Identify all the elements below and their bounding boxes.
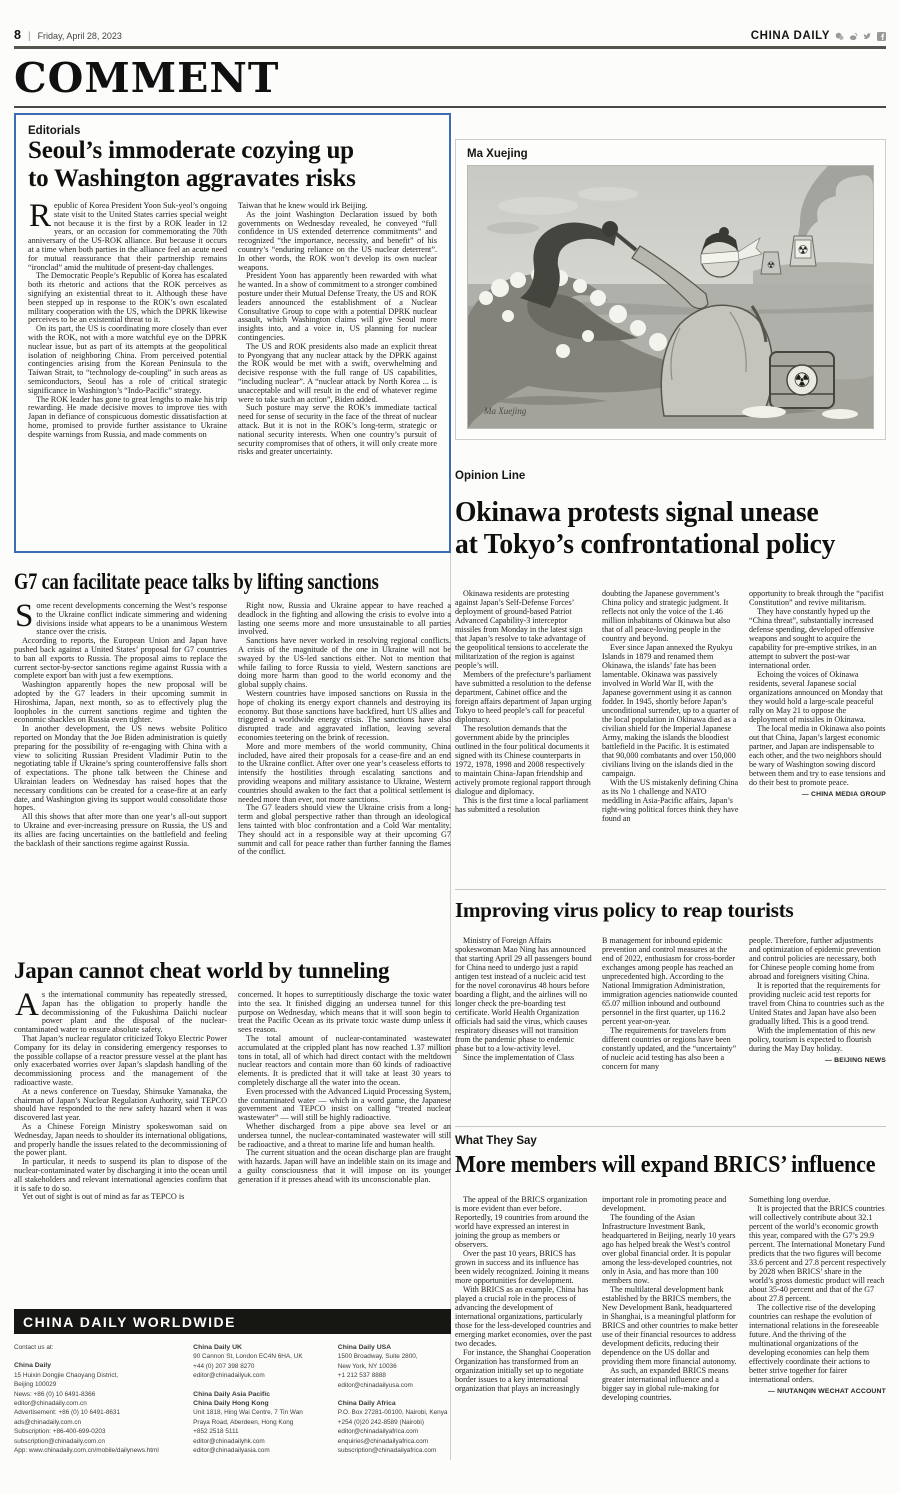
section-rule (455, 889, 886, 890)
header-rule (14, 46, 886, 49)
article-column-2 (602, 589, 739, 877)
office-block (338, 1343, 451, 1390)
article-body (14, 602, 451, 938)
weibo-icon (849, 32, 858, 41)
paragraphs: Taiwan that he knew would irk Beijing. As the joint Washington Declaration issued by both governments on Wednesday revealed, he conveyed “full confidence in US extended deterrence commitments” and recognized “the importance, necessity, and benefit” of his country’s “enduring reliance on the US nuclear deterrent”. In other words, the ROK won’t develop its own nuclear weapons. President Yoon has apparently been rewarded with what he wanted. In a show of commitment to a stronger combined posture under their Mutual Defense Treaty, the US and ROK leaders announced the establishment of a Nuclear Consultative Group to cope with a potential DPRK nuclear assault, which Washington claims will give Seoul more insights into, and a voice in, US planning for nuclear contingencies. The US and ROK presidents also made an explicit threat to Pyongyang that any nuclear attack by the DPRK against the ROK would be met with a swift, overwhelming and decisive response with the full range of US capabilities, “including nuclear”. A “nuclear attack by North Korea ... is unacceptable and will result in the end of whatever regime were to take such an action”, Biden added. Such posture may serve the ROK’s immediate tactical need for sense of security in the face of the threat of nuclear attack. But it is not in the ROK’s long-term, strategic or national security interests. When one country’s pursuit of security compromises that of others, it will only create more risks and greater uncertainty. (238, 202, 437, 457)
cartoon-credit: Ma Xuejing (467, 148, 528, 160)
attribution: — CHINA MEDIA GROUP (801, 790, 886, 798)
office-name: China Daily Africa (337, 1400, 396, 1408)
office-name: China Daily (14, 1362, 52, 1370)
office-name: China Daily USA (337, 1344, 392, 1351)
twitter-icon (863, 32, 872, 41)
article-column-2 (238, 602, 451, 938)
section-rule (455, 1126, 886, 1127)
wechat-icon (835, 32, 844, 41)
footer-contacts (14, 1343, 451, 1471)
drop-cap: S (15, 602, 34, 634)
headline-line-2: to Washington aggravates risks (28, 165, 356, 192)
article-body (455, 936, 886, 1116)
article-column-3 (749, 936, 886, 1116)
article-column-2 (238, 202, 437, 534)
editorial-g7-headline (14, 569, 451, 594)
office-name: China Daily Asia Pacific (193, 1390, 270, 1398)
office-lines: 90 Cannon St, London EC4N 6HA, UK +44 (0) 207 398 8270 editor@chinadailyuk.com (193, 1353, 303, 1380)
worldwide-banner: CHINA DAILY WORLDWIDE (14, 1309, 451, 1334)
paragraphs: important role in promoting peace and development. The founding of the Asian Infrastructure Investment Bank, headquartered in Beijing, nearly 10 years ago has helped break the West’s control over global financial order. It is popular among the less-developed countries, not only in Asia, and has more than 100 members now. The multilateral development bank established by the BRICS members, the New Development Bank, headquartered in Shanghai, is a meaningful platform for BRICS and other countries to make better use of their financial resources to address development deficits, reducing their dependence on the US dollar and providing them more financial autonomy. As such, an expanded BRICS means greater international influence and a bigger say in global rule-making for developing countries. (602, 1194, 738, 1402)
right-column-region (455, 113, 886, 1467)
article-column-2 (602, 936, 739, 1116)
contact-label: Contact us at: (14, 1344, 54, 1351)
masthead-rule (14, 106, 886, 108)
paragraphs: Right now, Russia and Ukraine appear to have reached a deadlock in the fighting and allowing the crisis to evolve into a lasting one seems more and more unsustainable to all parties involved. Sanctions have never worked in resolving regional conflicts. A crisis of the magnitude of the one in Ukraine will not be swayed by the US-led sanctions either. Not to mention that while failing to force Russia to yield, Western sanctions are doing more harm than good to the world economy and the global supply chains. Western countries have imposed sanctions on Russia in the hope of choking its energy export channels and destroying its economy. But those sanctions have backfired, hurt US allies and triggered a worldwide energy crisis. The sanctions have also disrupted trade and aggravated inflation, leaving several economies teetering on the brink of recession. More and more members of the world community, China included, have aired their proposals for a cease-fire and an end to the Ukraine conflict. After over one year’s ceaseless efforts to intensify the hostilities through escalating sanctions and providing weapons and military assistance to Ukraine, Western countries should awaken to the fact that a political settlement is needed more than ever, not more sanctions. The G7 leaders should view the Ukraine crisis from a long-term and global perspective rather than through an ideological lens tainted with bloc confrontation and a Cold War mentality. They should act in a responsible way at their upcoming G7 summit and call for peace rather than further fanning the flames of the conflict. (238, 602, 451, 857)
opinion-headline (455, 496, 886, 561)
office-block (338, 1399, 451, 1455)
article-column-1 (14, 991, 227, 1291)
headline-line-2: at Tokyo’s confrontational policy (455, 528, 836, 561)
article-body (455, 589, 886, 877)
paragraphs: Something long overdue. It is projected that the BRICS countries will collectively contribute about 32.1 percent of the world’s economic growth this year, compared with the G7’s 29.9 percent. The International Monetary Fund predicts that the two figures will become 33.6 percent and 27.8 percent respectively by 2028 when BRICS’ share in the world’s gross domestic product will reach about 35-40 percent and that of the G7 about 27.8 percent. The collective rise of the developing countries can reshape the evolution of international relations in the foreseeable future. And the thriving of the multinational organizations of the developing economies can help them effectively coordinate their actions to better strive together for fairer international orders. (749, 1194, 886, 1384)
headline-line-1: Okinawa protests signal unease (455, 496, 819, 528)
opinion-line-article (455, 470, 886, 877)
headline-line-1: Seoul’s immoderate cozying up (28, 137, 354, 164)
editorial-seoul-headline (28, 137, 437, 193)
office-lines: 15 Huixin Dongjie Chaoyang District, Beijing 100029 News: +86 (0) 10 6491-8366 editor@chinadaily.com.cn Advertisement: +86 (0) 10 6491-8631 ads@chinadaily.com.cn Subscription: +86-400-699-0203 subscription@chinadaily.com.cn App: www.chinadaily.com.cn/mobile/dailynews.html (14, 1371, 159, 1455)
cartoon-drawing (468, 166, 873, 428)
office-name: China Daily UK (193, 1344, 242, 1351)
drop-cap: A (15, 991, 39, 1023)
page-number: 8 (14, 28, 21, 42)
office-lines: 1500 Broadway, Suite 2800, New York, NY 10036 +1 212 537 8888 editor@chinadailyusa.com (337, 1353, 418, 1389)
editorials-kicker: Editorials (28, 125, 81, 137)
svg-text:☢: ☢ (766, 261, 776, 271)
paragraphs: Ministry of Foreign Affairs spokeswoman Mao Ning has announced that starting April 29 all passengers bound for China need to undergo just a rapid antigen test instead of a nucleic acid test for the novel coronavirus 48 hours before boarding a flight, and the airlines will no longer check the pre-boarding test certificate. World Health Organization officials had said the virus, which causes respiratory diseases will not transition from the pandemic phase to endemic phase but to a low-activity level. Since the implementation of Class (455, 935, 592, 1062)
editorial-cartoon-image (467, 165, 874, 429)
virus-policy-article (455, 898, 886, 1116)
footer-column-usa-africa (338, 1343, 451, 1471)
section-title: COMMENT (14, 54, 280, 102)
article-column-1 (455, 936, 592, 1116)
headline-text: G7 can facilitate peace talks by lifting sanctions (14, 569, 379, 594)
footer-column-uk-asia (193, 1343, 320, 1471)
paragraphs: Okinawa residents are protesting against Japan’s Self-Defense Forces’ deployment of ground-based Patriot Advanced Capability-3 interceptor missiles from Monday in the latest sign that Japan’s resolve to take advantage of the geopolitical tensions to accelerate the militarization of the region is against people’s will. Members of the prefecture’s parliament have submitted a resolution to the defense department, Cabinet office and the foreign affairs department of Japan urging Tokyo to heed people’s call for peaceful diplomacy. The resolution demands that the government abide by the principles outlined in the four political documents it signed with its Chinese counterparts in 1972, 1978, 1998 and 2008 respectively to maintain China-Japan friendship and actively promote regional rapport through dialogue and diplomacy. This is the first time a local parliament has submitted a resolution (455, 588, 592, 814)
attribution: — BEIJING NEWS (825, 1056, 886, 1064)
brics-headline (455, 1152, 886, 1179)
article-column-1 (28, 202, 227, 534)
paragraphs: B management for inbound epidemic prevention and control measures at the end of 2022, enthusiasm for cross-border exchanges among people has reached an unprecedented high. According to the National Immigration Administration, immigration agencies nationwide counted 65.07 million inbound and outbound personnel in the first quarter, up 116.2 percent year-on-year. The requirements for travelers from different countries or regions have been constantly updated, and the “uncertainty” of nucleic acid testing has also been a concern for many (602, 935, 738, 1071)
header-separator: | (27, 31, 31, 42)
left-column-region (14, 113, 451, 1471)
office-block (14, 1361, 175, 1455)
footer-column-beijing (14, 1343, 175, 1471)
facebook-icon (877, 32, 886, 41)
paragraphs: The appeal of the BRICS organization is more evident than ever before. Reportedly, 19 countries from around the world have expressed an interest in joining the group as members or observers. Over the past 10 years, BRICS has grown in success and its influence has been widely recognized. Joining it means more opportunities for development. With BRICS as an example, China has played a crucial role in the process of advancing the development of international organizations, particularly those for the less-developed countries and emerging market economies, over the past two decades. For instance, the Shanghai Cooperation Organization has transformed from an organization initially set up to negotiate border issues to a key international organization that plays an increasingly (455, 1194, 592, 1393)
svg-text:☢: ☢ (797, 243, 809, 257)
office-lines: Unit 1818, Hing Wai Centre, 7 Tin Wan Praya Road, Aberdeen, Hong Kong +852 2518 5111 editor@chinadailyhk.com editor@chinadailyasia.com (193, 1409, 303, 1455)
header-left (14, 28, 122, 42)
page-header (14, 24, 886, 42)
article-column-1 (455, 1195, 592, 1467)
svg-text:☢: ☢ (793, 368, 811, 392)
article-column-3 (749, 589, 886, 877)
editorial-japan-headline: Japan cannot cheat world by tunneling (14, 958, 390, 983)
virus-headline: Improving virus policy to reap tourists (455, 897, 794, 922)
paragraphs: concerned. It hopes to surreptitiously discharge the toxic water into the sea. It finished digging an undersea tunnel for this purpose on Wednesday, which means that it will soon begin to treat the Pacific Ocean as its private toxic waste dump unless it sees reason. The total amount of nuclear-contaminated wastewater accumulated at the crippled plant has now reached 1.37 million tons in total, all of which had direct contact with the meltdown nuclear reactors and contain more than 60 kinds of radioactive elements. It is predicted that it will take at least 30 years to completely discharge all the water into the ocean. Even processed with the Advanced Liquid Processing System, the contaminated water — which in a word game, the Japanese government and TEPCO insist on calling “treated nuclear wastewater” — will still be highly radioactive. Whether discharged from a pipe above sea level or an undersea tunnel, the nuclear-contaminated wastewater will still be radioactive, and a threat to marine life and human health. The current situation and the ocean discharge plan are fraught with hazards. Japan will have an indelible stain on its image and a guilty consciousness that it will impose on its younger generation if it presses ahead with its unconscionable plan. (238, 991, 451, 1184)
article-column-3 (749, 1195, 886, 1467)
attribution: — NIUTANQIN WECHAT ACCOUNT (768, 1387, 886, 1395)
office-block (193, 1390, 320, 1456)
article-column-1 (14, 602, 227, 938)
paragraphs: ome recent developments concerning the West’s response to the Ukraine conflict indicate simmering and widening divisions inside what appears to be a unanimous Western stance over the crisis. According to reports, the European Union and Japan have pushed back against a United States’ proposal for G7 countries to ban all exports to Russia. The proposal aims to replace the current sector-by-sector sanctions regime against Russia with a complete export ban with just a few exemptions. Washington apparently hopes the new proposal will be adopted by the G7 leaders in their upcoming summit in Hiroshima, Japan, next month, so as to effectively plug the loopholes in the current sanctions regime and tighten the economic shackles on Russia even tighter. In another development, the US news website Politico reported on Monday that the Joe Biden administration is quietly preparing for the possibility of re-engaging with China with a view to soliciting Russian President Vladimir Putin to the negotiating table if Ukraine’s spring counteroffensive falls short of expectations. The phone talk between the Chinese and Ukrainian leaders on Wednesday has raised hopes that the necessary conditions can be created for a cease-fire at an early date, and Washington giving its support would consolidate those hopes. All this shows that after more than one year’s all-out support to Ukraine and ever-increasing pressure on Russia, the US and its allies are facing uncertainties on the battlefield and feeling the backlash of their sanctions regime against Russia. (14, 602, 227, 848)
opinion-line-kicker: Opinion Line (455, 470, 526, 482)
article-column-1 (455, 589, 592, 877)
paragraphs: s the international community has repeatedly stressed, Japan has the obligation to properly handle the decommissioning of the Fukushima Daiichi nuclear power plant and the disposal of the nuclear-contaminated water to ensure absolute safety. That Japan’s nuclear regulator criticized Tokyo Electric Power Company for its delay in considering emergency responses to the possible collapse of a reactor pressure vessel at the plant has only exacerbated worries over Japan’s slapdash handling of the decommissioning process and the management of the radioactive waste. At a news conference on Tuesday, Shinsuke Yamanaka, the chairman of Japan’s Nuclear Regulation Authority, said TEPCO should have responded to the new safety hazard when it was discovered last year. As a Chinese Foreign Ministry spokeswoman said on Wednesday, Japan needs to shoulder its international obligations, and properly handle the issues related to the decommissioning of the power plant. In particular, it needs to suspend its plan to dispose of the nuclear-contaminated water by discharging it into the ocean until all stakeholders and relevant international agencies confirm that it is safe to do so. Yet out of sight is out of mind as far as TEPCO is (14, 991, 227, 1202)
issue-date: Friday, April 28, 2023 (37, 31, 122, 41)
editorial-seoul-article (14, 113, 451, 553)
editorial-cartoon-block (455, 139, 886, 440)
editorial-g7-article (14, 569, 451, 938)
article-column-2 (238, 991, 451, 1291)
paragraphs: opportunity to break through the “pacifist Constitution” and revive militarism. They have constantly hyped up the “China threat”, substantially increased defense spending, developed offensive weapons and sought to acquire the capability for pre-emptive strikes, in an attempt to subvert the post-war international order. Echoing the voices of Okinawa residents, several Japanese social organizations announced on Monday that they would hold a large-scale peaceful rally on May 21 to oppose the deployment of missiles in Okinawa. The local media in Okinawa also points out that China, Japan’s largest economic partner, and Japan are indispensable to each other, and the two neighbors should be wary of Washington sowing discord between them and try to ease tensions and do their best to promote peace. (749, 588, 886, 787)
cartoon-signature: Ma Xuejing (484, 406, 527, 416)
paragraphs: people. Therefore, further adjustments and optimization of epidemic prevention and control policies are necessary, both for Chinese people coming home from abroad and foreigners visiting China. It is reported that the requirements for providing nucleic acid test reports for travel from China to countries such as the United States and Japan have also been gradually lifted. This is a good trend. With the implementation of this new policy, tourism is expected to flourish during the May Day holiday. (749, 935, 885, 1053)
what-they-say-kicker: What They Say (455, 1134, 537, 1147)
article-column-2 (602, 1195, 739, 1467)
what-they-say-article (455, 1135, 886, 1467)
office-lines: P.O. Box 27281-00100, Nairobi, Kenya +254 (0)20 242-8589 (Nairobi) editor@chinadailyafrica.com enquiries@chinadailyafrica.com subscription@chinadailyafrica.com (337, 1409, 448, 1455)
headline-text: More members will expand BRICS’ influence (455, 1151, 876, 1178)
article-body (455, 1195, 886, 1467)
article-body (28, 202, 437, 534)
paragraphs: doubting the Japanese government’s China policy and strategic judgment. It reflects not only the voice of the 1.46 million inhabitants of Okinawa but also that of all peace-loving people in the country and beyond. Ever since Japan annexed the Ryukyu Islands in 1879 and renamed them Okinawa, the islands’ fate has been lamentable. Okinawa was passively involved in World War II, with the Japanese government using it as cannon fodder. In 1945, shortly before Japan’s unconditional surrender, up to a quarter of the local population in Okinawa died as a civilian shield for the Imperial Japanese Army, making the islands the bloodiest battlefield in the Pacific. It is estimated that 90,000 combatants and over 150,000 civilians living on the islands died in the campaign. With the US mistakenly defining China as its No 1 challenge and NATO meddling in Asia-Pacific affairs, Japan’s right-wing political forces think they have found an (602, 588, 739, 823)
editorial-japan-article (14, 958, 451, 1291)
article-body (14, 991, 451, 1291)
header-right (751, 30, 886, 42)
office-block (193, 1343, 320, 1381)
drop-cap: R (29, 202, 52, 234)
paragraphs: epublic of Korea President Yoon Suk-yeol’s ongoing state visit to the United States carries special weight not because it is the first by a ROK leader in 12 years, or an occasion for commemorating the 70th anniversary of the US-ROK alliance. But because it occurs at a time when both parties in the alliance feel an acute need for mutual reassurance that their partnership remains “ironclad” amid the multitude of present-day challenges. The Democratic People’s Republic of Korea has escalated both its rhetoric and actions that the ROK perceives as signifying an existential threat to it. Although these have been stepped up in response to the ROK’s own escalated military cooperation with the US, which the DPRK likewise perceives to be an existential threat to it. On its part, the US is coordinating more closely than ever with the ROK, not with a more watchful eye on the DPRK nuclear issue, but as part of its attempts at the geopolitical isolation of neighboring China. From perceived potential contingencies arising from the Korean Peninsula to the Taiwan Strait, to “technology de-coupling” in such areas as semiconductors, Seoul has a role of critical strategic significance in Washington’s “Indo-Pacific” strategy. The ROK leader has gone to great lengths to make his trip rewarding. He made decisive moves to improve ties with Japan in defiance of conspicuous domestic dissatisfaction at home, promised to provide further assistance to Ukraine despite warnings from Russia, and made comments on (28, 202, 227, 439)
office-name-2: China Daily Hong Kong (193, 1400, 269, 1408)
brand-name: CHINA DAILY (750, 30, 830, 42)
